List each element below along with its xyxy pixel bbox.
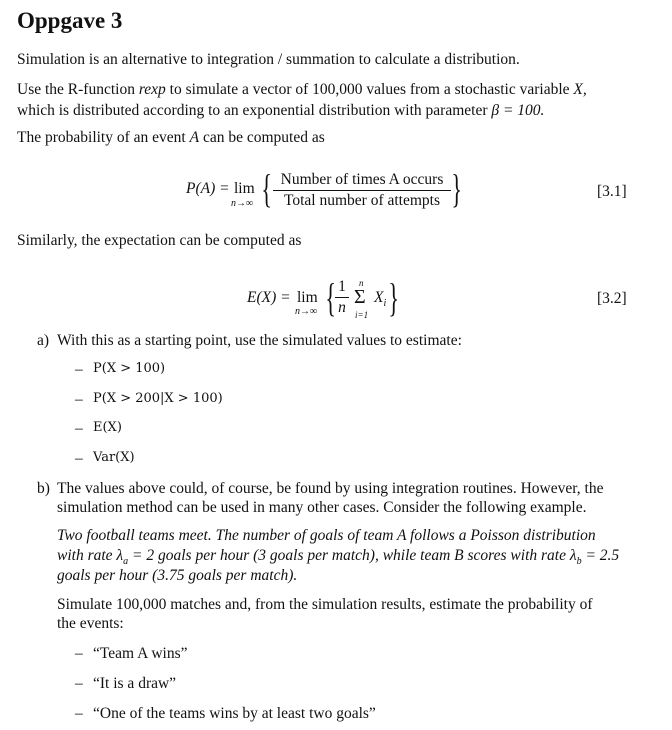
eq2-lim: lim <box>297 289 318 306</box>
eq2-fraction: 1 n <box>335 278 349 317</box>
intro-paragraph-2: Use the R-function rexp to simulate a vector of 100,000 values from a stochastic variable X, which is distributed according to an exponential distribution with parameter β = 100. <box>17 81 587 119</box>
part-b-letter: b) <box>37 480 50 497</box>
eq1-lhs: P(A) = <box>186 180 230 197</box>
event-item: “It is a draw” <box>93 675 177 692</box>
part-b-line-2: simulation method can be used in many other cases. Consider the following example. <box>57 499 587 516</box>
part-b-line-1: The values above could, of course, be found by using integration routines. However, the <box>57 480 604 497</box>
similarly-text: Similarly, the expectation can be computed as <box>17 232 302 249</box>
eq2-xi: $X_i$ <box>374 289 387 310</box>
list-item: P(X > 100) <box>93 361 166 376</box>
eq2-left-brace: { <box>325 275 336 320</box>
eq2-number: [3.2] <box>597 290 627 307</box>
eq1-lim-sub: n→∞ <box>231 198 254 209</box>
intro-paragraph-1: Simulation is an alternative to integration / summation to calculate a distribution. <box>17 51 520 68</box>
eq2-sigma: Σ <box>354 286 366 308</box>
part-a-text: With this as a starting point, use the simulated values to estimate: <box>57 332 462 349</box>
eq1-fraction <box>273 171 451 210</box>
eq2-lim-sub: n→∞ <box>295 306 318 317</box>
list-item: P(X > 200|X > 100) <box>93 391 223 406</box>
eq1-number: [3.1] <box>597 183 627 200</box>
eq1-lim: lim <box>234 180 255 197</box>
page-title: Oppgave 3 <box>17 8 123 33</box>
simulate-line-2: the events: <box>57 615 124 632</box>
eq2-sum-upper: n <box>359 278 364 288</box>
eq1-right-brace: } <box>451 166 462 211</box>
example-line-1: Two football teams meet. The number of goals of team A follows a Poisson distribution <box>57 527 596 544</box>
rexp-function: rexp <box>138 81 166 98</box>
part-a-letter: a) <box>37 332 50 349</box>
event-item: “One of the teams wins by at least two goals” <box>93 705 376 722</box>
eq1-left-brace: { <box>261 166 272 211</box>
example-line-2: with rate $\lambda_a = 2$ goals per hour (3 goals per match), while team B scores with rate $\lambda_b = 2.5$ <box>57 547 620 568</box>
simulate-line-1: Simulate 100,000 matches and, from the simulation results, estimate the probability of <box>57 596 593 613</box>
list-item: Var(X) <box>93 450 135 465</box>
eq2-lhs: E(X) = <box>247 289 291 306</box>
eq1-denominator: Total number of attempts <box>283 192 441 209</box>
eq2-sum-lower: i=1 <box>355 310 369 320</box>
event-item: “Team A wins” <box>93 645 188 662</box>
eq1-numerator: Number of times A occurs <box>280 171 444 188</box>
intro-paragraph-3: The probability of an event A can be computed as <box>17 129 325 146</box>
example-line-3: goals per hour (3.75 goals per match). <box>57 567 298 584</box>
list-item: E(X) <box>93 420 122 435</box>
eq2-right-brace: } <box>388 275 399 320</box>
